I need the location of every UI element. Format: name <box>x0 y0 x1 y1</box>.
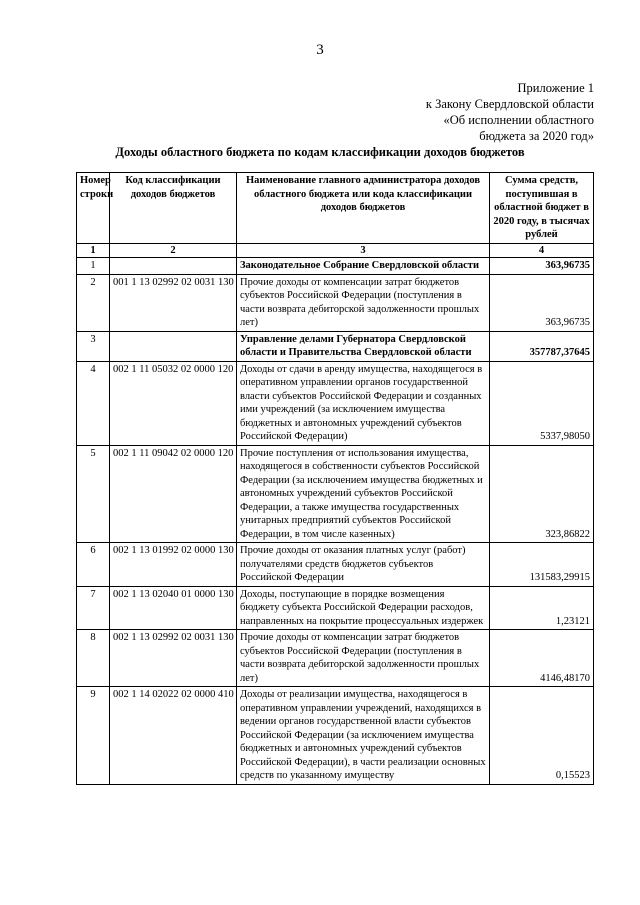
column-number: 2 <box>110 243 237 258</box>
table-row <box>77 630 594 687</box>
row-number: 2 <box>77 274 110 331</box>
row-number: 5 <box>77 445 110 543</box>
table-row <box>77 586 594 630</box>
page-number: 3 <box>316 42 324 58</box>
document-title: Доходы областного бюджета по кодам классификации доходов бюджетов <box>115 145 525 159</box>
appendix-line: бюджета за 2020 год» <box>479 129 594 143</box>
table-row <box>77 361 594 445</box>
header-classification-code: Код классификации доходов бюджетов <box>110 173 237 244</box>
classification-code: 002 1 13 02992 02 0031 130 <box>110 630 237 687</box>
table-row <box>77 331 594 361</box>
income-name: Прочие доходы от компенсации затрат бюджетов субъектов Российской Федерации (поступления в части возврата дебиторской задолженности прошлых лет) <box>237 630 490 687</box>
income-name: Прочие доходы от оказания платных услуг (работ) получателями средств бюджетов субъектов Российской Федерации <box>237 543 490 587</box>
classification-code: 002 1 11 05032 02 0000 120 <box>110 361 237 445</box>
income-name: Доходы, поступающие в порядке возмещения бюджету субъекта Российской Федерации расходов, направленных на покрытие процессуальных издержек <box>237 586 490 630</box>
row-number: 8 <box>77 630 110 687</box>
appendix-line: к Закону Свердловской области <box>425 97 594 111</box>
header-row-number: Номер строки <box>77 173 110 244</box>
income-name: Доходы от сдачи в аренду имущества, находящегося в оперативном управлении органов государственной власти субъектов Российской Федерации и созданных ими учреждений (за исключением имущества бюджетных и автономных учреждений субъектов Российской Федерации) <box>237 361 490 445</box>
classification-code: 002 1 13 02040 01 0000 130 <box>110 586 237 630</box>
row-number: 7 <box>77 586 110 630</box>
amount: 363,96735 <box>490 274 594 331</box>
classification-code: 002 1 13 01992 02 0000 130 <box>110 543 237 587</box>
table-row <box>77 543 594 587</box>
row-number: 6 <box>77 543 110 587</box>
amount: 4146,48170 <box>490 630 594 687</box>
table-row <box>77 274 594 331</box>
amount: 363,96735 <box>490 258 594 275</box>
appendix-note <box>426 80 594 144</box>
classification-code: 002 1 11 09042 02 0000 120 <box>110 445 237 543</box>
income-table <box>76 172 594 785</box>
classification-code: 002 1 14 02022 02 0000 410 <box>110 687 237 785</box>
row-number: 1 <box>77 258 110 275</box>
classification-code <box>110 331 237 361</box>
column-number: 1 <box>77 243 110 258</box>
table-header-row <box>77 173 594 244</box>
row-number: 4 <box>77 361 110 445</box>
income-name: Доходы от реализации имущества, находящегося в оперативном управлении учреждений, находящихся в ведении органов государственной власти субъектов Российской Федерации (за исключением имущества бюджетных и автономных учреждений субъектов Российской Федерации), в части реализации основных средств по указанному имуществу <box>237 687 490 785</box>
income-name: Законодательное Собрание Свердловской области <box>237 258 490 275</box>
income-name: Прочие поступления от использования имущества, находящегося в собственности субъектов Российской Федерации (за исключением имущества бюджетных и автономных учреждений субъектов Российской Федерации, а также имущества государственных унитарных предприятий субъектов Российской Федерации, в том числе казенных) <box>237 445 490 543</box>
amount: 1,23121 <box>490 586 594 630</box>
amount: 323,86822 <box>490 445 594 543</box>
column-numbers-row <box>77 243 594 258</box>
classification-code: 001 1 13 02992 02 0031 130 <box>110 274 237 331</box>
income-name: Прочие доходы от компенсации затрат бюджетов субъектов Российской Федерации (поступления в части возврата дебиторской задолженности прошлых лет) <box>237 274 490 331</box>
amount: 5337,98050 <box>490 361 594 445</box>
amount: 131583,29915 <box>490 543 594 587</box>
appendix-line: Приложение 1 <box>517 81 594 95</box>
row-number: 3 <box>77 331 110 361</box>
amount: 357787,37645 <box>490 331 594 361</box>
classification-code <box>110 258 237 275</box>
appendix-line: «Об исполнении областного <box>443 113 594 127</box>
table-row <box>77 445 594 543</box>
column-number: 4 <box>490 243 594 258</box>
header-amount: Сумма средств, поступившая в областной бюджет в 2020 году, в тысячах рублей <box>490 173 594 244</box>
row-number: 9 <box>77 687 110 785</box>
income-name: Управление делами Губернатора Свердловской области и Правительства Свердловской области <box>237 331 490 361</box>
amount: 0,15523 <box>490 687 594 785</box>
table-row <box>77 687 594 785</box>
column-number: 3 <box>237 243 490 258</box>
header-name: Наименование главного администратора доходов областного бюджета или кода классификации доходов бюджетов <box>237 173 490 244</box>
table-row <box>77 258 594 275</box>
